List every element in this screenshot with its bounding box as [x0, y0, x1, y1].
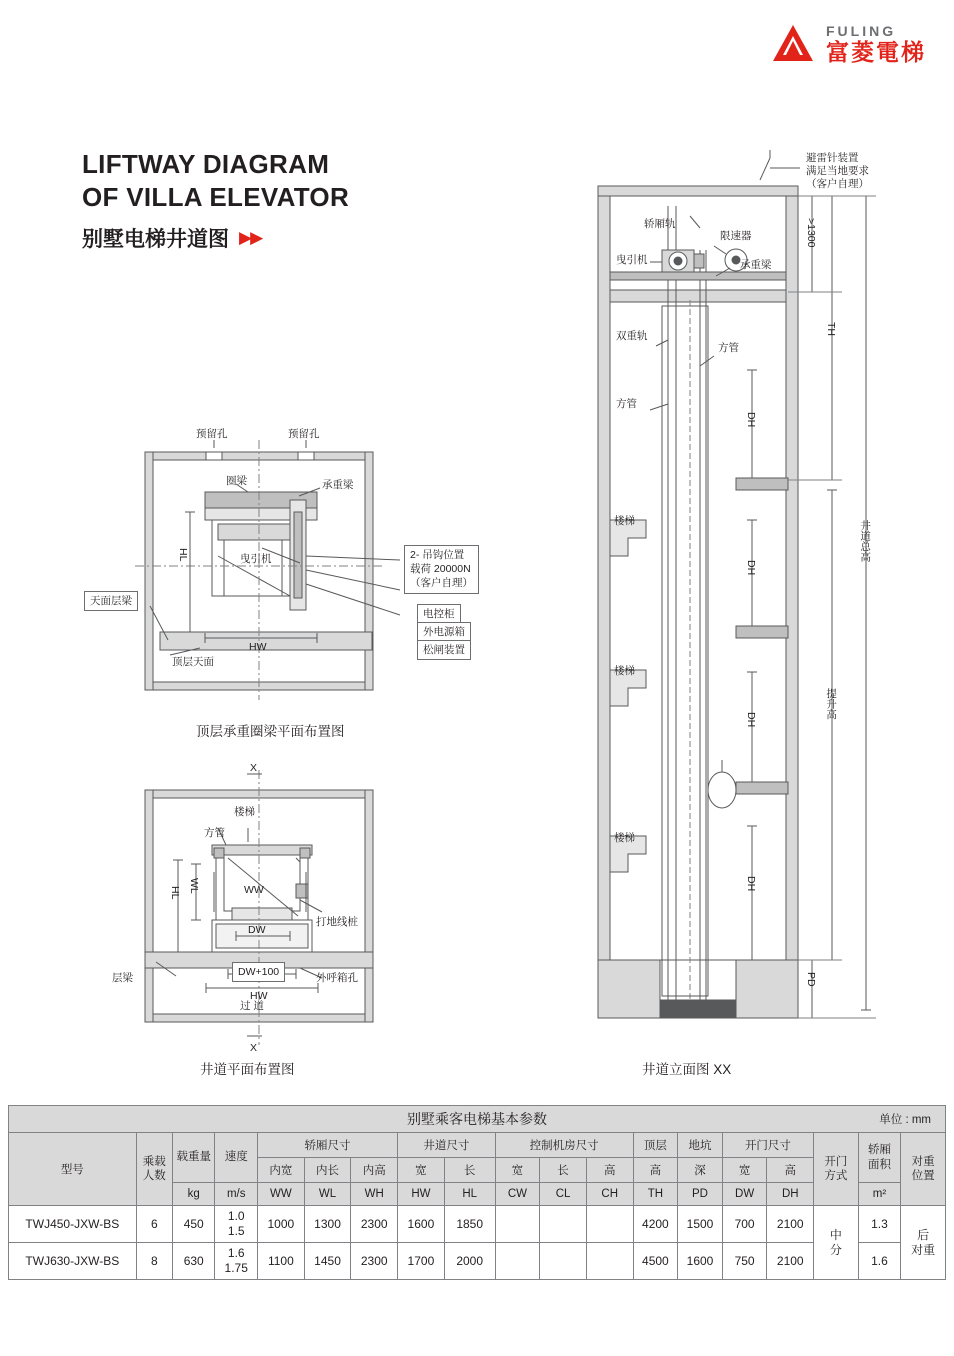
label-hl-plan: HL: [169, 886, 182, 900]
cell-ch-1: [586, 1243, 633, 1280]
code-ch: CH: [586, 1183, 633, 1206]
label-governor: 限速器: [720, 230, 752, 242]
header-cw: 宽: [495, 1158, 540, 1183]
label-bearing-beam-elev: 承重梁: [740, 259, 772, 271]
cell-persons-0: 6: [136, 1206, 172, 1243]
cell-wl-1: 1450: [304, 1243, 351, 1280]
cell-wh-0: 2300: [351, 1206, 398, 1243]
code-hl: HL: [444, 1183, 495, 1206]
header-car-area: 轿厢 面积: [858, 1133, 901, 1183]
title-en-line1: LIFTWAY DIAGRAM: [82, 149, 330, 179]
label-traction-machine: 曳引机: [240, 553, 272, 565]
cell-pd-1: 1600: [678, 1243, 723, 1280]
lightning-line2: 满足当地要求: [806, 165, 869, 178]
header-inner-width: 内宽: [258, 1158, 305, 1183]
cell-cl-1: [540, 1243, 587, 1280]
header-load: 载重量: [172, 1133, 215, 1183]
spec-table: [8, 1105, 946, 1280]
label-dh-2: DH: [745, 560, 758, 576]
brand-name-cn: 富菱電梯: [826, 39, 926, 66]
header-counterweight: 对重 位置: [901, 1133, 946, 1206]
cell-load-0: 450: [172, 1206, 215, 1243]
hook-note-line3: （客户自理）: [410, 577, 473, 590]
header-ch: 高: [586, 1158, 633, 1183]
cell-door-type-merged: [814, 1206, 859, 1280]
code-cl: CL: [540, 1183, 587, 1206]
label-square-tube-plan: 方管: [204, 827, 225, 839]
code-cw: CW: [495, 1183, 540, 1206]
code-th: TH: [633, 1183, 678, 1206]
code-area-unit: m²: [858, 1183, 901, 1206]
cell-speed-0-a: 1.0: [227, 1209, 245, 1223]
label-pd: PD: [805, 972, 818, 987]
cell-th-0: 4200: [633, 1206, 678, 1243]
cell-area-1: 1.6: [858, 1243, 901, 1280]
label-stairs-plan: 楼梯: [234, 806, 255, 818]
label-x-top: X: [250, 762, 258, 774]
label-ground-pile: 打地线桩: [316, 916, 358, 928]
label-dh-3: DH: [745, 712, 758, 728]
cell-model-0: TWJ450-JXW-BS: [9, 1206, 137, 1243]
header-inner-height: 内高: [351, 1158, 398, 1183]
header-shaft-length: 长: [444, 1158, 495, 1183]
cell-hl-0: 1850: [444, 1206, 495, 1243]
table-row: [9, 1206, 946, 1243]
label-call-box-hole: 外呼箱孔: [316, 972, 358, 984]
cell-ww-0: 1000: [258, 1206, 305, 1243]
label-shaft-total-height: 井道总高: [859, 520, 872, 562]
counterweight-line2: 对重: [911, 1242, 936, 1257]
cell-hw-1: 1700: [398, 1243, 445, 1280]
label-square-tube-elev-2: 方管: [616, 398, 637, 410]
header-cl: 长: [540, 1158, 587, 1183]
cell-hl-1: 2000: [444, 1243, 495, 1280]
caption-top-plan: 顶层承重圈梁平面布置图: [196, 724, 345, 739]
title-cn: 别墅电梯井道图: [82, 228, 229, 251]
cell-area-0: 1.3: [858, 1206, 901, 1243]
cell-dh-1: 2100: [767, 1243, 814, 1280]
hook-note-line1: 2- 吊钩位置: [410, 549, 465, 561]
cell-th-1: 4500: [633, 1243, 678, 1280]
header-persons: 乘载 人数: [136, 1133, 172, 1206]
cell-counterweight-merged: [901, 1206, 946, 1280]
door-type-line1: 中: [829, 1227, 842, 1242]
header-speed: 速度: [215, 1133, 258, 1183]
header-door-type: 开门 方式: [814, 1133, 859, 1206]
label-car-rail: 轿厢轨: [644, 218, 676, 230]
header-shaft-width: 宽: [398, 1158, 445, 1183]
title-en-line2: OF VILLA ELEVATOR: [82, 181, 350, 212]
label-dw-plus-100: DW+100: [232, 962, 285, 982]
label-stairs-elev-3: 楼梯: [614, 832, 635, 844]
label-x-bottom: X: [250, 1042, 258, 1054]
cell-speed-0-b: 1.5: [227, 1224, 245, 1238]
label-bearing-beam: 承重梁: [322, 479, 354, 491]
group-shaft-size: 井道尺寸: [398, 1133, 496, 1158]
label-wl-plan: WL: [188, 878, 201, 894]
label-ww-plan: WW: [244, 884, 264, 896]
cell-speed-1: [215, 1243, 258, 1280]
group-pit: 地坑: [678, 1133, 723, 1158]
code-dh: DH: [767, 1183, 814, 1206]
cell-pd-0: 1500: [678, 1206, 723, 1243]
label-hw-top-plan: HW: [249, 641, 267, 653]
caption-shaft-plan: 井道平面布置图: [200, 1062, 295, 1077]
code-pd: PD: [678, 1183, 723, 1206]
header-dw: 宽: [722, 1158, 767, 1183]
label-ceiling-beam: 天面层梁: [84, 591, 138, 611]
label-lightning-rod: [806, 152, 869, 191]
header-dh: 高: [767, 1158, 814, 1183]
door-type-line2: 分: [829, 1242, 842, 1257]
code-dw: DW: [722, 1183, 767, 1206]
label-dw-plan: DW: [248, 924, 266, 936]
cell-speed-0: [215, 1206, 258, 1243]
label-floor-beam: 层梁: [112, 972, 133, 984]
label-over-1300: >1300: [805, 218, 818, 248]
label-reserved-hole-right: 预留孔: [288, 428, 320, 440]
label-top-ceiling: 顶层天面: [172, 656, 214, 668]
header-pd: 深: [678, 1158, 723, 1183]
table-row: [9, 1243, 946, 1280]
label-double-rail: 双重轨: [616, 330, 648, 342]
group-machine-room-size: 控制机房尺寸: [495, 1133, 633, 1158]
label-reserved-hole-left: 预留孔: [196, 428, 228, 440]
lightning-line1: 避雷针装置: [806, 152, 859, 164]
label-lifting-height: 提升高: [825, 688, 838, 720]
caption-elevation: 井道立面图 XX: [642, 1062, 732, 1077]
label-th-elev: TH: [825, 322, 838, 336]
code-wl: WL: [304, 1183, 351, 1206]
cell-cw-0: [495, 1206, 540, 1243]
label-power-box: 外电源箱: [417, 622, 471, 642]
brand-name-en: FULING: [826, 23, 897, 40]
cell-speed-1-b: 1.75: [224, 1261, 248, 1275]
group-door-size: 开门尺寸: [722, 1133, 813, 1158]
label-dh-4: DH: [745, 876, 758, 892]
group-top-floor: 顶层: [633, 1133, 678, 1158]
table-title-row: [9, 1106, 946, 1133]
cell-speed-1-a: 1.6: [227, 1246, 245, 1260]
cell-cl-0: [540, 1206, 587, 1243]
cell-model-1: TWJ630-JXW-BS: [9, 1243, 137, 1280]
label-square-tube-elev-1: 方管: [718, 342, 739, 354]
code-ww: WW: [258, 1183, 305, 1206]
cell-dw-1: 750: [722, 1243, 767, 1280]
code-load-unit: kg: [172, 1183, 215, 1206]
arrow-icon: ▶▶: [239, 228, 262, 247]
cell-ch-0: [586, 1206, 633, 1243]
hook-note-line2: 载荷 20000N: [410, 563, 471, 576]
lightning-line3: （客户自理）: [806, 178, 869, 191]
table-title: 别墅乘客电梯基本参数: [407, 1111, 547, 1127]
label-hl-top-plan: HL: [177, 548, 190, 562]
label-ring-beam: 圈梁: [226, 475, 247, 487]
header-inner-length: 内长: [304, 1158, 351, 1183]
header-model: 型号: [9, 1133, 137, 1206]
cell-dw-0: 700: [722, 1206, 767, 1243]
code-speed-unit: m/s: [215, 1183, 258, 1206]
table-unit: 单位 : mm: [879, 1114, 931, 1126]
cell-wl-0: 1300: [304, 1206, 351, 1243]
table-title-cell: [9, 1106, 946, 1133]
header-th: 高: [633, 1158, 678, 1183]
label-control-cabinet: 电控柜: [417, 604, 461, 624]
code-hw: HW: [398, 1183, 445, 1206]
label-dh-1: DH: [745, 412, 758, 428]
label-stairs-elev-2: 楼梯: [614, 665, 635, 677]
cell-hw-0: 1600: [398, 1206, 445, 1243]
cell-wh-1: 2300: [351, 1243, 398, 1280]
cell-dh-0: 2100: [767, 1206, 814, 1243]
label-corridor: 过 道: [240, 1000, 264, 1012]
group-car-size: 轿厢尺寸: [258, 1133, 398, 1158]
table-group-header-row: [9, 1133, 946, 1158]
spec-table-wrapper: [8, 1105, 946, 1280]
label-brake-device: 松闸装置: [417, 640, 471, 660]
cell-persons-1: 8: [136, 1243, 172, 1280]
code-wh: WH: [351, 1183, 398, 1206]
counterweight-line1: 后: [917, 1227, 930, 1242]
label-traction-machine-elev: 曳引机: [616, 254, 648, 266]
cell-ww-1: 1100: [258, 1243, 305, 1280]
label-stairs-elev-1: 楼梯: [614, 515, 635, 527]
cell-cw-1: [495, 1243, 540, 1280]
label-hw-plan: HW: [250, 990, 268, 1002]
cell-load-1: 630: [172, 1243, 215, 1280]
